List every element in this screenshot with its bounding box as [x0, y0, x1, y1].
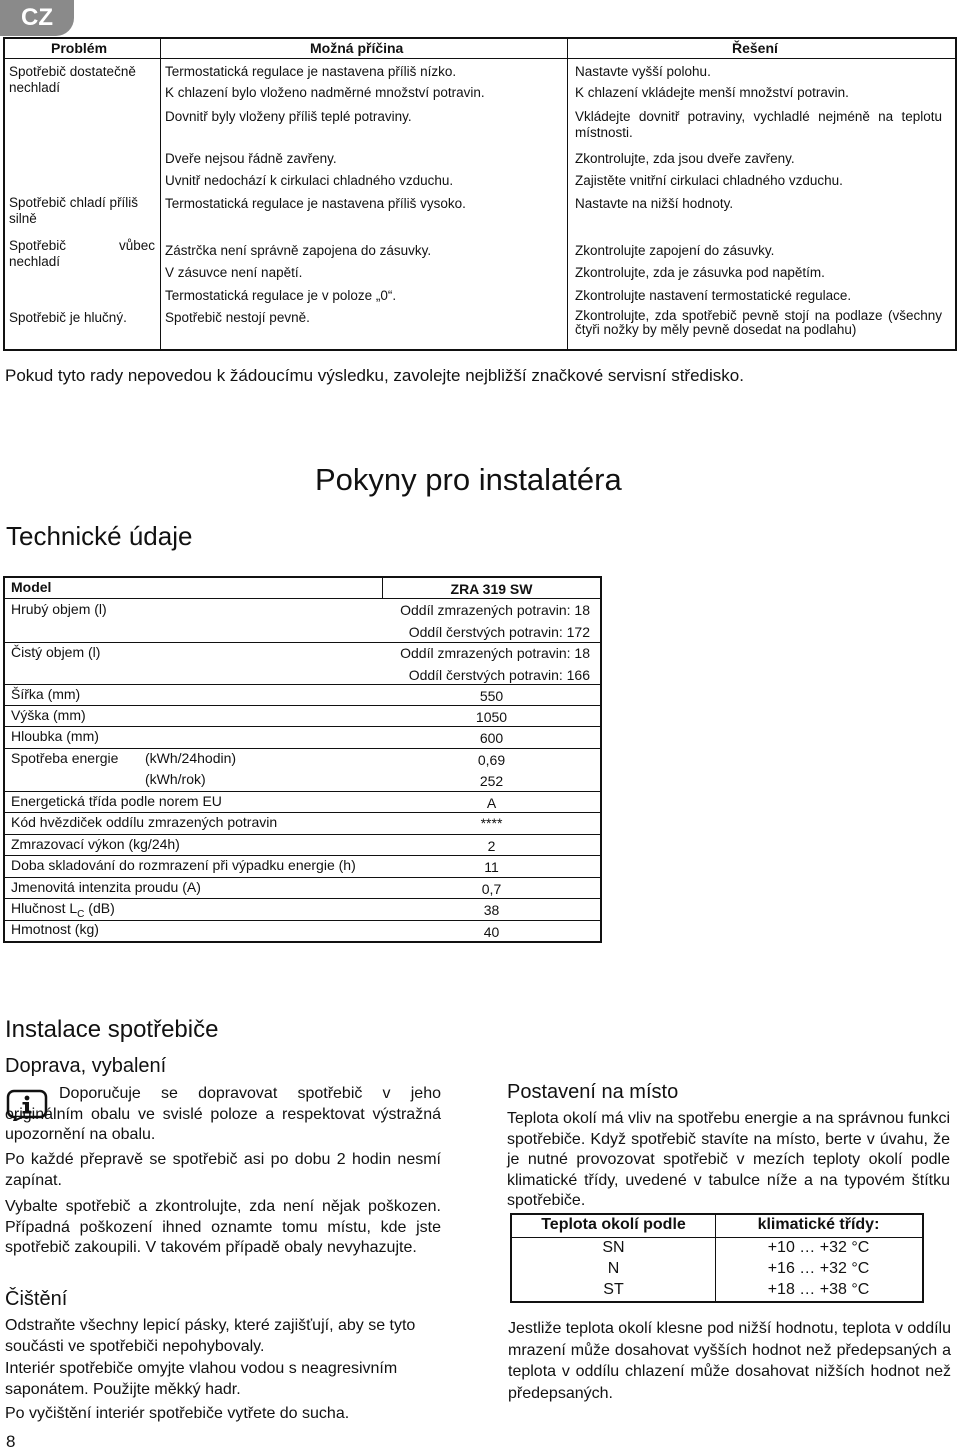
solution-cell: Zkontrolujte, zda spotřebič pevně stojí na podlaze (všechny čtyři nožky by měly pevně dosedat na podlahu)	[575, 308, 942, 337]
solution-cell: Zkontrolujte zapojení do zásuvky.	[575, 243, 775, 258]
problem-cell: Spotřebič chladí příliš silně	[9, 195, 139, 226]
gross-freezer-value: Oddíl zmrazených potravin: 18	[400, 602, 590, 618]
model-value: ZRA 319 SW	[450, 581, 533, 597]
cause-cell: Dveře nejsou řádně zavřeny.	[165, 151, 337, 166]
solution-cell: Nastavte na nižší hodnoty.	[575, 196, 734, 211]
solution-cell: Vkládejte dovnitř potraviny, vychladlé nejméně na teplotu místnosti.	[575, 109, 942, 140]
solution-cell: K chlazení vkládejte menší množství potravin.	[575, 85, 849, 100]
solution-cell: Zkontrolujte, zda je zásuvka pod napětím.	[575, 265, 825, 280]
technical-data-heading: Technické údaje	[6, 521, 193, 551]
freezing-capacity-value: 2	[487, 838, 496, 854]
net-volume-label: Čistý objem (l)	[11, 644, 101, 660]
cause-cell: V zásuvce není napětí.	[165, 265, 303, 280]
cause-cell: Dovnitř byly vloženy příliš teplé potraviny.	[165, 109, 412, 124]
cleaning-heading: Čištění	[5, 1288, 68, 1310]
climate-row: SN +10 … +32 °C	[602, 1239, 870, 1256]
cause-cell: Termostatická regulace je v poloze „0“.	[165, 288, 397, 303]
weight-value: 40	[483, 924, 500, 940]
noise-value: 38	[483, 902, 500, 918]
transport-heading: Doprava, vybalení	[5, 1055, 167, 1077]
gross-fresh-value: Oddíl čerstvých potravin: 172	[408, 624, 590, 640]
storage-time-label: Doba skladování do rozmrazení při výpadku energie (h)	[11, 857, 356, 873]
transport-paragraph: Doporučuje se dopravovat spotřebič v jeho originálním obalu ve svislé poloze a respektovat výstražná upozornění na obalu.	[5, 1085, 441, 1143]
depth-label: Hloubka (mm)	[11, 728, 99, 744]
net-fresh-value: Oddíl čerstvých potravin: 166	[408, 667, 590, 683]
problem-cell: Spotřebič vůbec nechladí	[9, 238, 155, 269]
climate-table	[510, 1213, 924, 1303]
cause-cell: Termostatická regulace je nastavena příliš vysoko.	[165, 196, 466, 211]
header-cause: Možná příčina	[310, 40, 404, 56]
installer-heading: Pokyny pro instalatéra	[315, 462, 622, 497]
cause-cell: Zástrčka není správně zapojena do zásuvky.	[165, 243, 432, 258]
cause-cell: K chlazení bylo vloženo nadměrné množství potravin.	[165, 85, 485, 100]
depth-value: 600	[479, 730, 504, 746]
service-note: Pokud tyto rady nepovedou k žádoucímu výsledku, zavolejte nejbližší značkové servisní středisko.	[5, 366, 744, 385]
net-freezer-value: Oddíl zmrazených potravin: 18	[400, 645, 590, 661]
freezing-capacity-label: Zmrazovací výkon (kg/24h)	[11, 836, 180, 852]
cleaning-paragraph: Odstraňte všechny lepicí pásky, které zajišťují, aby se tyto součásti ve spotřebiči nepohybovaly.	[5, 1317, 416, 1355]
troubleshooting-table	[3, 37, 957, 351]
cleaning-paragraph-3: Po vyčištění interiér spotřebiče vytřete do sucha.	[5, 1405, 350, 1422]
climate-row: N +16 … +32 °C	[607, 1260, 870, 1277]
problem-cell: Spotřebič dostatečně nechladí	[9, 64, 136, 95]
energy-label: Spotřeba energie	[11, 750, 119, 766]
width-label: Šířka (mm)	[11, 686, 81, 702]
solution-cell: Zkontrolujte nastavení termostatické regulace.	[575, 288, 852, 303]
unpack-paragraph: Vybalte spotřebič a zkontrolujte, zda není nějak poškozen. Případná poškození ihned oznamte tomu místu, kde jste spotřebič zakoupili. V takovém případě obaly nevyhazujte.	[5, 1198, 441, 1256]
noise-label: Hlučnost $L_C$ (dB)	[11, 900, 115, 920]
energy-day-value: 0,69	[477, 752, 506, 768]
gross-volume-label: Hrubý objem (l)	[11, 601, 107, 617]
storage-time-value: 11	[484, 859, 499, 875]
placement-paragraph: Teplota okolí má vliv na spotřebu energie a na správnou funkci spotřebiče. Když spotřebič stavíte na místo, berte v úvahu, že je nutné provozovat spotřebič v mezích teploty okolí podle klimatické třídy, uvedené v tabulce níže a na typovém štítku spotřebiče.	[507, 1110, 950, 1209]
header-problem: Problém	[51, 40, 108, 56]
weight-label: Hmotnost (kg)	[11, 921, 99, 937]
height-value: 1050	[475, 709, 508, 725]
header-solution: Řešení	[732, 40, 778, 56]
cause-cell: Spotřebič nestojí pevně.	[165, 310, 310, 325]
cleaning-paragraph-2: Interiér spotřebiče omyjte vlahou vodou s neagresivním saponátem. Použijte měkký hadr.	[5, 1360, 398, 1398]
current-label: Jmenovitá intenzita proudu (A)	[11, 879, 201, 895]
energy-unit-day: (kWh/24hodin)	[145, 750, 237, 766]
width-value: 550	[479, 688, 504, 704]
transport-paragraph-2: Po každé přepravě se spotřebič asi po dobu 2 hodin nesmí zapínat.	[5, 1151, 441, 1189]
problem-cell: Spotřebič je hlučný.	[9, 310, 127, 325]
energy-unit-year: (kWh/rok)	[145, 771, 206, 787]
solution-cell: Zkontrolujte, zda jsou dveře zavřeny.	[575, 151, 795, 166]
climate-header-row: Teplota okolí podle klimatické třídy:	[541, 1216, 880, 1233]
installation-heading: Instalace spotřebiče	[5, 1016, 219, 1043]
cause-cell: Uvnitř nedochází k cirkulaci chladného vzduchu.	[165, 173, 454, 188]
climate-row: ST +18 … +38 °C	[603, 1281, 870, 1298]
solution-cell: Zajistěte vnitřní cirkulaci chladného vzduchu.	[575, 173, 843, 188]
height-label: Výška (mm)	[11, 707, 86, 723]
star-code-value: ****	[480, 815, 503, 831]
star-code-label: Kód hvězdiček oddílu zmrazených potravin	[11, 814, 278, 830]
energy-class-value: A	[486, 795, 497, 811]
model-label: Model	[11, 579, 52, 595]
technical-data-table	[3, 576, 602, 943]
language-badge: CZ	[0, 0, 74, 36]
current-value: 0,7	[481, 881, 502, 897]
page-number: 8	[6, 1432, 16, 1451]
temperature-note-paragraph: Jestliže teplota okolí klesne pod nižší hodnotu, teplota v oddílu mrazení může dosahovat vyšších hodnot než předepsaných a teplota v oddílu chlazení může dosahovat nižších hodnot než předepsaných.	[508, 1320, 951, 1402]
solution-cell: Nastavte vyšší polohu.	[575, 64, 711, 79]
energy-year-value: 252	[479, 773, 504, 789]
placement-heading: Postavení na místo	[507, 1081, 679, 1103]
energy-class-label: Energetická třída podle norem EU	[11, 793, 222, 809]
cause-cell: Termostatická regulace je nastavena příliš nízko.	[165, 64, 457, 79]
